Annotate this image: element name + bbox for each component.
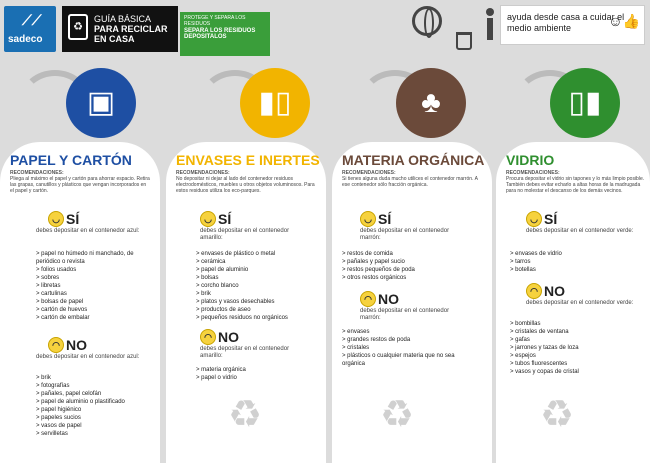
yes-heading: ◡ SÍ bbox=[360, 210, 391, 227]
yes-heading: ◡ SÍ bbox=[48, 210, 79, 227]
smile-thumbs-up-icon: ☺👍 bbox=[608, 13, 640, 29]
list-item: > cartulinas bbox=[36, 290, 156, 298]
organic-category-icon bbox=[396, 68, 466, 138]
guide-line2: PARA RECICLAR EN CASA bbox=[94, 24, 168, 44]
paper-category-icon bbox=[66, 68, 136, 138]
no-list bbox=[510, 320, 630, 376]
list-item: > cartón de huevos bbox=[36, 306, 156, 314]
list-item: > productos de aseo bbox=[196, 306, 316, 314]
list-item: > folios usados bbox=[36, 266, 156, 274]
panel-title: PAPEL Y CARTÓN bbox=[10, 152, 132, 168]
no-subtitle: debes depositar en el contenedor azul: bbox=[36, 354, 140, 360]
recommendations-text: Pliega al máximo el papel y cartón para ahorrar espacio. Retira las grapas, canutillos y plásticos que vengan incorporados en el papel y cartón. bbox=[10, 176, 150, 194]
recommendations-label: RECOMENDACIONES: bbox=[342, 170, 396, 176]
list-item: > papel no húmedo ni manchado, de periódico o revista bbox=[36, 250, 156, 266]
no-heading: ◠ NO bbox=[200, 328, 239, 345]
panel-paper bbox=[0, 142, 160, 463]
no-subtitle: debes depositar en el contenedor verde: bbox=[526, 300, 634, 306]
yes-list bbox=[510, 250, 630, 274]
tagline-box bbox=[500, 5, 645, 45]
list-item: > espejos bbox=[510, 352, 630, 360]
happy-face-icon: ◡ bbox=[48, 211, 64, 227]
no-list bbox=[196, 366, 316, 382]
green-box-small: PROTEGE Y SEPARA LOS RESIDUOS bbox=[184, 15, 246, 27]
list-item: > restos pequeños de poda bbox=[342, 266, 462, 274]
list-item: > servilletas bbox=[36, 430, 156, 438]
brand-name: sadeco bbox=[8, 34, 43, 45]
sad-face-icon: ◠ bbox=[200, 329, 216, 345]
happy-face-icon: ◡ bbox=[526, 211, 542, 227]
list-item: > envases de vidrio bbox=[510, 250, 630, 258]
header bbox=[0, 0, 650, 62]
recycle-icon: ♻ bbox=[228, 394, 263, 436]
yes-list bbox=[196, 250, 316, 322]
guide-title-box bbox=[62, 6, 178, 52]
packaging-category-icon bbox=[240, 68, 310, 138]
list-item: > papel o vidrio bbox=[196, 374, 316, 382]
no-subtitle: debes depositar en el contenedor amarillo: bbox=[200, 346, 290, 359]
recommendations-label: RECOMENDACIONES: bbox=[506, 170, 560, 176]
list-item: > jarrones y tazas de loza bbox=[510, 344, 630, 352]
list-item: > otros restos orgánicos bbox=[342, 274, 462, 282]
guide-line1: GUÍA BÁSICA bbox=[94, 14, 152, 24]
list-item: > grandes restos de poda bbox=[342, 336, 462, 344]
list-item: > restos de comida bbox=[342, 250, 462, 258]
recommendations-label: RECOMENDACIONES: bbox=[10, 170, 64, 176]
recommendations-text: Procura depositar el vidrio sin tapones y lo más limpio posible. También debes evitar echarlo a altas horas de la madrugada para no molestar el descanso de los demás vecinos. bbox=[506, 176, 645, 194]
list-item: > materia orgánica bbox=[196, 366, 316, 374]
yes-list bbox=[342, 250, 462, 282]
list-item: > corcho blanco bbox=[196, 282, 316, 290]
list-item: > vasos de papel bbox=[36, 422, 156, 430]
list-item: > cartón de embalar bbox=[36, 314, 156, 322]
list-item: > plásticos o cualquier materia que no sea orgánica bbox=[342, 352, 462, 368]
green-box-bold: SEPARA LOS RESIDUOS DEPOSITALOS bbox=[184, 28, 256, 40]
recycle-icon: ♻ bbox=[540, 394, 575, 436]
list-item: > envases de plástico o metal bbox=[196, 250, 316, 258]
panel-title: VIDRIO bbox=[506, 152, 555, 168]
sadeco-logo[interactable] bbox=[4, 6, 56, 52]
list-item: > envases bbox=[342, 328, 462, 336]
list-item: > tubos fluorescentes bbox=[510, 360, 630, 368]
list-item: > bombillas bbox=[510, 320, 630, 328]
yes-heading: ◡ SÍ bbox=[526, 210, 557, 227]
glass-bottles-icon: ▯▮ bbox=[568, 86, 602, 119]
tagline-text: ayuda desde casa a cuidar el medio ambiente bbox=[507, 12, 625, 33]
happy-face-icon: ◡ bbox=[200, 211, 216, 227]
list-item: > papel de aluminio bbox=[196, 266, 316, 274]
list-item: > papel higiénico bbox=[36, 406, 156, 414]
list-item: > bolsas bbox=[196, 274, 316, 282]
yes-subtitle: debes depositar en el contenedor amarillo: bbox=[200, 228, 290, 241]
list-item: > vasos y copas de cristal bbox=[510, 368, 630, 376]
happy-face-icon: ◡ bbox=[360, 211, 376, 227]
recycle-bin-icon: ♻ bbox=[68, 14, 88, 40]
person-icon bbox=[480, 8, 500, 48]
list-item: > tarros bbox=[510, 258, 630, 266]
list-item: > cristales bbox=[342, 344, 462, 352]
globe-icon bbox=[412, 6, 442, 36]
recycle-icon: ♻ bbox=[380, 394, 415, 436]
yes-subtitle: debes depositar en el contenedor verde: bbox=[526, 228, 634, 234]
apple-fishbone-icon: ♣ bbox=[421, 86, 441, 119]
list-item: > cerámica bbox=[196, 258, 316, 266]
panel-title: MATERIA ORGÁNICA bbox=[342, 152, 485, 168]
recommendations-text: No depositar ni dejar al lado del contenedor residuos electrodomésticos, muebles u otros objetos voluminosos. Para estos residuos utiliza los eco-parques. bbox=[176, 176, 315, 194]
list-item: > pañales, papel celofán bbox=[36, 390, 156, 398]
panel-organic bbox=[332, 142, 492, 463]
yes-subtitle: debes depositar en el contenedor marrón: bbox=[360, 228, 450, 241]
no-list bbox=[36, 374, 156, 438]
panel-title: ENVASES E INERTES bbox=[176, 152, 320, 168]
list-item: > platos y vasos desechables bbox=[196, 298, 316, 306]
list-item: > brik bbox=[36, 374, 156, 382]
list-item: > papeles sucios bbox=[36, 414, 156, 422]
list-item: > pañales y papel sucio bbox=[342, 258, 462, 266]
glass-category-icon bbox=[550, 68, 620, 138]
yes-heading: ◡ SÍ bbox=[200, 210, 231, 227]
recommendations-label: RECOMENDACIONES: bbox=[176, 170, 230, 176]
list-item: > cristales de ventana bbox=[510, 328, 630, 336]
logo-mark-icon: ⟋⟋ bbox=[22, 12, 42, 28]
sad-face-icon: ◠ bbox=[48, 337, 64, 353]
bottles-cartons-icon: ▮▯ bbox=[258, 86, 292, 119]
box-documents-icon: ▣ bbox=[86, 86, 116, 119]
sad-face-icon: ◠ bbox=[526, 283, 542, 299]
no-subtitle: debes depositar en el contenedor marrón: bbox=[360, 308, 450, 321]
list-item: > sobres bbox=[36, 274, 156, 282]
list-item: > brik bbox=[196, 290, 316, 298]
no-list bbox=[342, 328, 462, 368]
recommendations-text: Si tienes alguna duda mucho utilices el contenedor marrón. A ese contenedor sólo fracción orgánica. bbox=[342, 176, 478, 188]
list-item: > libretas bbox=[36, 282, 156, 290]
panel-glass bbox=[496, 142, 650, 463]
no-heading: ◠ NO bbox=[360, 290, 399, 307]
panel-packaging bbox=[166, 142, 326, 463]
trash-icon bbox=[456, 32, 472, 50]
list-item: > botellas bbox=[510, 266, 630, 274]
list-item: > pequeños residuos no orgánicos bbox=[196, 314, 316, 322]
separate-waste-box bbox=[180, 12, 270, 56]
yes-list bbox=[36, 250, 156, 322]
list-item: > gafas bbox=[510, 336, 630, 344]
list-item: > fotografías bbox=[36, 382, 156, 390]
list-item: > papel de aluminio o plastificado bbox=[36, 398, 156, 406]
list-item: > bolsas de papel bbox=[36, 298, 156, 306]
no-heading: ◠ NO bbox=[48, 336, 87, 353]
sad-face-icon: ◠ bbox=[360, 291, 376, 307]
no-heading: ◠ NO bbox=[526, 282, 565, 299]
yes-subtitle: debes depositar en el contenedor azul: bbox=[36, 228, 140, 234]
